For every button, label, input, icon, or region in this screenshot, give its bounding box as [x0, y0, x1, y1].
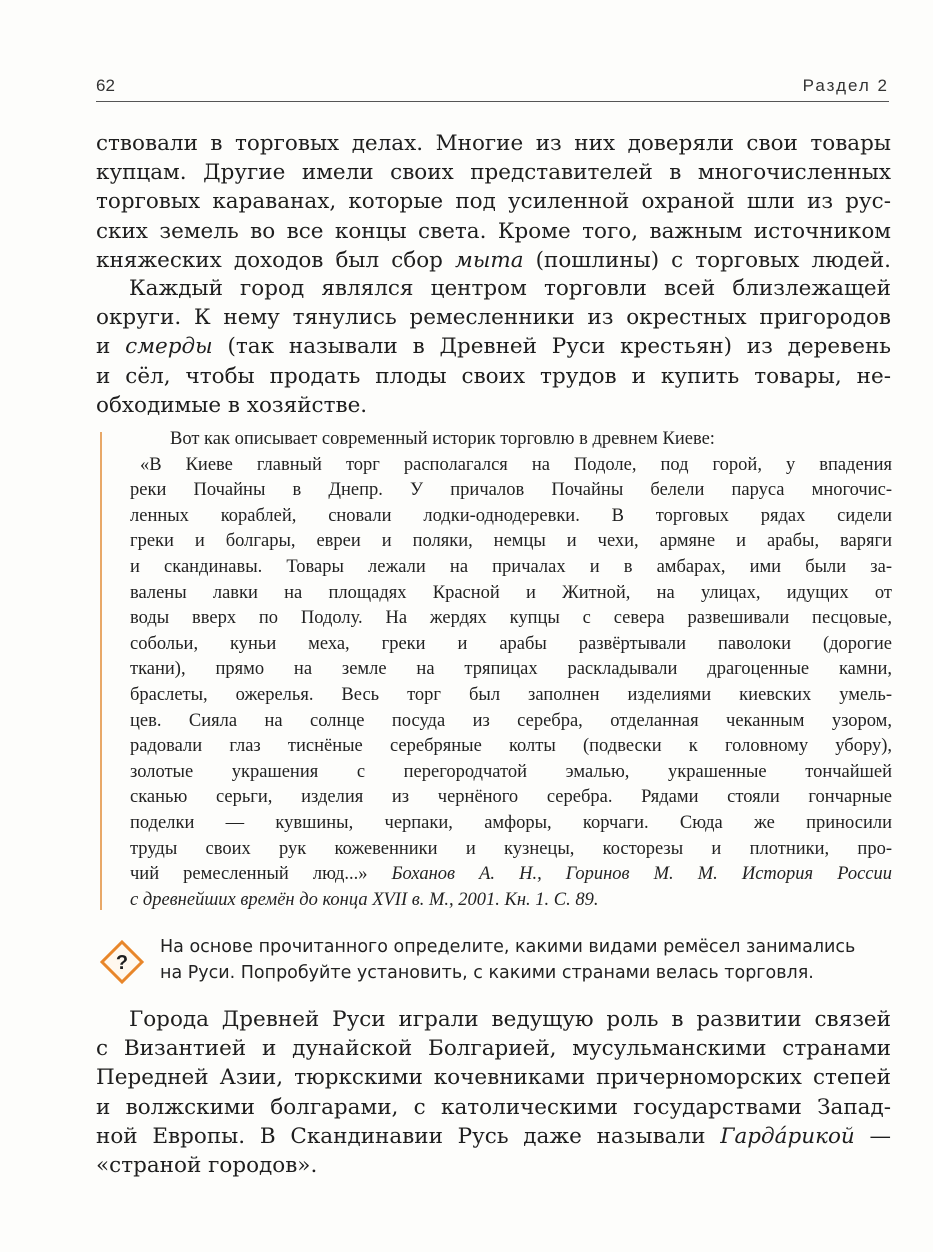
- text-line: торговых караванах, которые под усиленной охраной шли из рус-: [96, 189, 891, 215]
- task-question: [160, 935, 900, 986]
- term-italic: смерды: [125, 334, 213, 360]
- text-line: и сёл, чтобы продать плоды своих трудов и купить товары, не-: [96, 363, 891, 389]
- quote-line: поделки — кувшины, черпаки, амфоры, корчаги. Сюда же приносили: [130, 812, 892, 833]
- quote-line: и скандинавы. Товары лежали на причалах и в амбарах, ими были за-: [130, 556, 892, 577]
- text-line: [96, 1122, 891, 1151]
- section-title: Раздел 2: [802, 76, 889, 95]
- quote-line: собольи, куньи меха, греки и арабы развёртывали паволоки (дорогие: [130, 633, 892, 654]
- text-line: Каждый город являлся центром торговли всей близлежащей: [129, 276, 891, 301]
- task-line: На основе прочитанного определите, какими видами ремёсел занимались: [160, 937, 856, 957]
- paragraph-2: [96, 274, 891, 420]
- text-line: [96, 246, 891, 275]
- quote-line: браслеты, ожерелья. Весь торг был заполнен изделиями киевских умель-: [130, 684, 892, 705]
- quote-intro: Вот как описывает современный историк торговлю в древнем Киеве:: [170, 429, 715, 449]
- quote-accent-bar: [100, 432, 102, 910]
- question-mark: ?: [115, 952, 129, 974]
- quote-line: цев. Сияла на солнце посуда из серебра, отделанная чеканным узором,: [130, 710, 892, 731]
- text-run: чий ремесленный люд...»: [130, 864, 392, 885]
- paragraph-1: [96, 129, 891, 275]
- quote-line: [130, 862, 892, 888]
- quote-line: ткани), прямо на земле на тряпицах раскладывали драгоценные камни,: [130, 659, 892, 680]
- quote-citation: с древнейших времён до конца XVII в. М., 2001. Кн. 1. С. 89.: [130, 889, 599, 910]
- text-line: [96, 332, 891, 361]
- page-number: 62: [96, 76, 115, 95]
- quote-line: сканью серьги, изделия из чернёного серебра. Рядами стояли гончарные: [130, 787, 892, 808]
- text-run: (так называли в Древней Руси крестьян) из деревень: [212, 334, 891, 360]
- term-italic: мыта: [455, 247, 524, 273]
- text-line: округи. К нему тянулись ремесленники из окрестных пригородов: [96, 305, 891, 331]
- text-run: (пошлины) с торговых людей.: [523, 247, 891, 273]
- text-line: ских земель во все концы света. Кроме того, важным источником: [96, 218, 891, 244]
- text-line: обходимые в хозяйстве.: [96, 392, 368, 418]
- text-line: Города Древней Руси играли ведущую роль в развитии связей: [129, 1007, 891, 1032]
- header-divider: [96, 101, 889, 102]
- text-run: ной Европы. В Скандинавии Русь даже называли: [96, 1123, 721, 1149]
- quote-line: труды своих рук кожевенники и кузнецы, косторезы и плотники, про-: [130, 838, 892, 859]
- text-line: Передней Азии, тюркскими кочевниками причерноморских степей: [96, 1065, 891, 1091]
- task-line: на Руси. Попробуйте установить, с какими странами велась торговля.: [160, 962, 814, 983]
- quote-line: валены лавки на площадях Красной и Житной, на улицах, идущих от: [130, 582, 892, 603]
- text-line: и волжскими болгарами, с католическими государствами Запад-: [96, 1094, 891, 1120]
- text-line: «страной городов».: [96, 1153, 318, 1179]
- text-line: ствовали в торговых делах. Многие из них доверяли свои товары: [96, 131, 891, 156]
- quote-line: радовали глаз тиснёные серебряные колты (подвески к головному убору),: [130, 736, 892, 757]
- text-run: княжеских доходов был сбор: [96, 247, 455, 273]
- historian-quote: [130, 427, 892, 913]
- question-icon: [100, 940, 144, 984]
- text-run: —: [854, 1123, 891, 1149]
- quote-line: золотые украшения с перегородчатой эмалью, украшенные тончайшей: [130, 761, 892, 782]
- quote-line: ленных кораблей, сновали лодки-однодеревки. В торговых рядах сидели: [130, 505, 892, 526]
- quote-line: [130, 888, 892, 914]
- text-run: и: [96, 334, 126, 360]
- text-line: с Византией и дунайской Болгарией, мусульманскими странами: [96, 1036, 891, 1062]
- paragraph-3: [96, 1005, 891, 1180]
- quote-line: реки Почайны в Днепр. У причалов Почайны белели паруса многочис-: [130, 480, 892, 501]
- quote-line: «В Киеве главный торг располагался на Подоле, под горой, у впадения: [140, 454, 892, 475]
- quote-line: греки и болгары, евреи и поляки, немцы и чехи, армяне и арабы, варяги: [130, 531, 892, 552]
- text-line: купцам. Другие имели своих представителей в многочисленных: [96, 160, 891, 186]
- quote-line: воды вверх по Подолу. На жердях купцы с севера развешивали песцовые,: [130, 608, 892, 629]
- quote-citation: Боханов А. Н., Горинов М. М. История России: [391, 864, 892, 885]
- term-italic: Гардáрикой: [720, 1123, 855, 1149]
